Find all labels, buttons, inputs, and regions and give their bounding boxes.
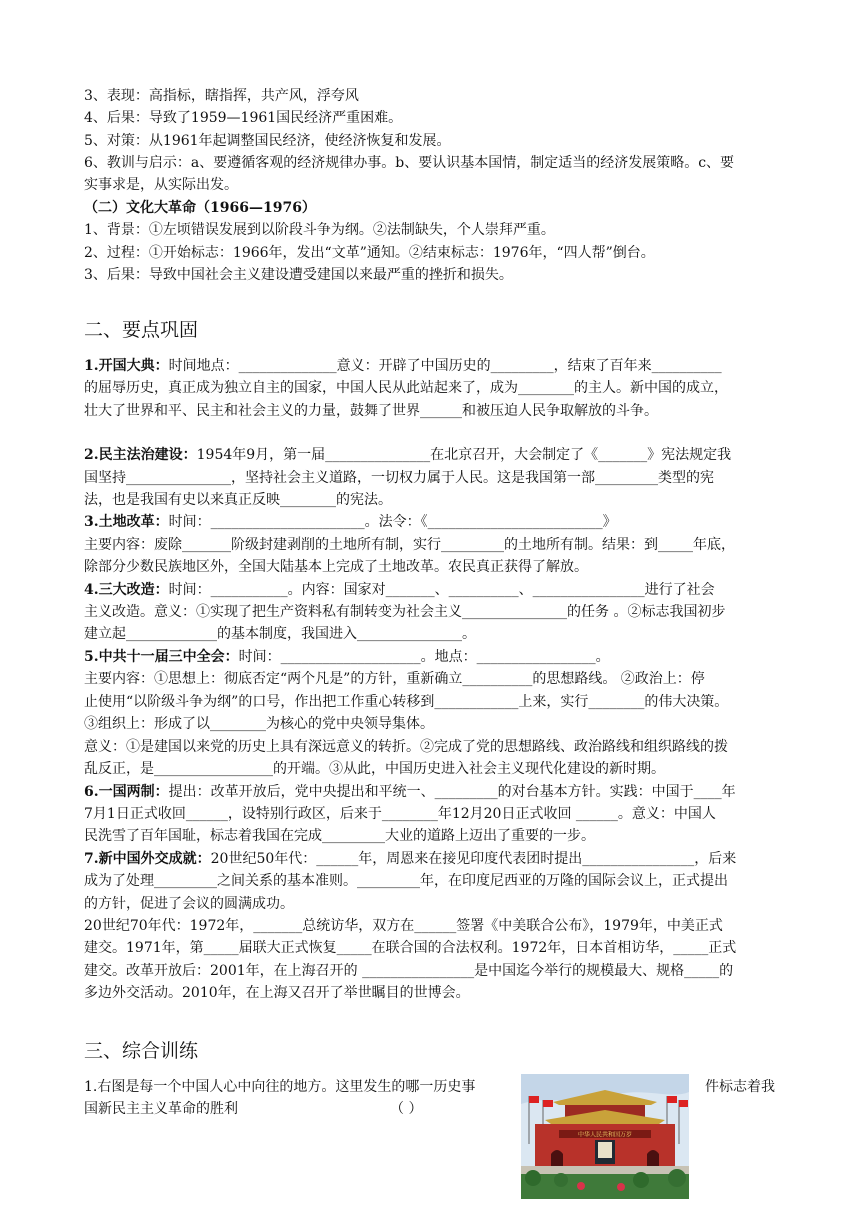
item-text: 20世纪50年代：______年，周恩来在接见印度代表团时提出________________，后来 [210,851,737,867]
text-line: 主要内容：①思想上：彻底否定“两个凡是”的方针，重新确立__________的思想路线。 ②政治上：停 [84,671,705,687]
text-line: 止使用“以阶级斗争为纲”的口号，作出把工作重心转移到____________上来，实行________的伟大决策。 [84,694,729,710]
text-line: 7月1日正式收回______，设特别行政区，后来于________年12月20日正式收回 ______。意义：中国人 [84,806,716,822]
text-line: 乱反正，是_________________的开端。③从此，中国历史进入社会主义现代化建设的新时期。 [84,761,665,777]
text-line: 建立起_____________的基本制度，我国进入_______________。 [84,626,476,642]
item-title: 6.一国两制： [84,784,169,800]
text-line: 多边外交活动。2010年，在上海又召开了举世瞩目的世博会。 [84,985,470,1001]
banner-text: 中华人民共和国万岁 [577,1131,633,1139]
subsection-heading: （二）文化大革命（1966—1976） [84,200,316,216]
text-line: 民洗雪了百年国耻，标志着我国在完成_________大业的道路上迈出了重要的一步。 [84,828,595,844]
item-text: 时间：____________________。地点：_________________。 [238,649,610,665]
text-line: 主要内容：废除_______阶级封建剥削的土地所有制，实行_________的土地所有制。结果：到_____年底， [84,537,735,553]
text-line: 主义改造。意义：①实现了把生产资料私有制转变为社会主义_______________的任务 。②标志我国初步 [84,604,726,620]
item-title: 5.中共十一届三中全会： [84,649,239,665]
text-line [84,647,610,667]
text-line [84,445,731,465]
text-line: 壮大了世界和平、民主和社会主义的力量，鼓舞了世界______和被压迫人民争取解放的斗争。 [84,403,658,419]
item-title: 1.开国大典： [84,358,169,374]
text-line: 建交。1971年，第_____届联大正式恢复_____在联合国的合法权利。1972年，日本首相访华，_____正式 [84,940,737,956]
text-line: 3、后果：导致中国社会主义建设遭受建国以来最严重的挫折和损失。 [84,267,513,283]
text-line: 的方针，促进了会议的圆满成功。 [84,896,294,912]
question-text: 1.右图是每一个中国人心中向往的地方。这里发生的哪一历史事 [84,1079,476,1095]
text-line: 法，也是我国有史以来真正反映________的宪法。 [84,492,392,508]
text-line [84,580,715,600]
text-line: 3、表现：高指标，瞎指挥，共产风，浮夸风 [84,88,359,104]
text-line: ③组织上：形成了以________为核心的党中央领导集体。 [84,716,434,732]
answer-bracket: （ ） [390,1101,423,1117]
section-heading: 二、要点巩固 [84,319,199,341]
text-line [84,782,736,802]
item-title: 2.民主法治建设： [84,447,197,463]
text-line: 2、过程：①开始标志：1966年，发出“文革”通知。②结束标志：1976年，“四人帮”倒台。 [84,245,655,261]
item-text: 时间：___________。内容：国家对_______、__________、________________进行了社会 [168,582,715,598]
section-heading: 三、综合训练 [84,1040,199,1062]
item-title: 4.三大改造： [84,582,169,598]
item-text: 时间地点：______________意义：开辟了中国历史的_________，结束了百年来__________ [168,358,722,374]
text-line: 实事求是，从实际出发。 [84,177,238,193]
text-line: 20世纪70年代：1972年，_______总统访华，双方在______签署《中美联合公布》，1979年，中美正式 [84,918,723,934]
text-line: 的屈辱历史，真正成为独立自主的国家，中国人民从此站起来了，成为________的主人。新中国的成立， [84,380,728,396]
item-text: 时间：______________________。法令：《_________________________》 [168,514,617,530]
text-line: 除部分少数民族地区外，全国大陆基本上完成了土地改革。农民真正获得了解放。 [84,559,588,575]
item-title: 3.土地改革： [84,514,169,530]
text-line: 4、后果：导致了1959—1961国民经济严重困难。 [84,110,403,126]
tiananmen-illustration [521,1074,689,1199]
item-text: 提出：改革开放后，党中央提出和平统一、_________的对台基本方针。实践：中国于____年 [168,784,736,800]
text-line: 意义：①是建国以来党的历史上具有深远意义的转折。②完成了党的思想路线、政治路线和组织路线的拨 [84,739,728,755]
text-line [84,356,722,376]
text-line: 5、对策：从1961年起调整国民经济，使经济恢复和发展。 [84,133,451,149]
item-text: 1954年9月，第一届_______________在北京召开，大会制定了《_______》宪法规定我 [196,447,732,463]
text-line [84,512,617,532]
item-title: 7.新中国外交成就： [84,851,211,867]
text-line: 6、教训与启示：a、要遵循客观的经济规律办事。b、要认识基本国情，制定适当的经济发展策略。c、要 [84,155,735,171]
question-text: 国新民主主义革命的胜利 [84,1101,238,1117]
question-text: 件标志着我 [705,1079,775,1095]
text-line: 成为了处理_________之间关系的基本准则。_________年，在印度尼西亚的万隆的国际会议上，正式提出 [84,873,728,889]
text-line: 建交。改革开放后：2001年，在上海召开的 ________________是中国迄今举行的规模最大、规格_____的 [84,963,734,979]
text-line: 国坚持_______________，坚持社会主义道路，一切权力属于人民。这是我国第一部_________类型的宪 [84,470,714,486]
text-line: 1、背景：①左顷错误发展到以阶段斗争为纲。②法制缺失，个人崇拜严重。 [84,222,555,238]
text-line [84,849,736,869]
tiananmen-photo [521,1074,689,1199]
